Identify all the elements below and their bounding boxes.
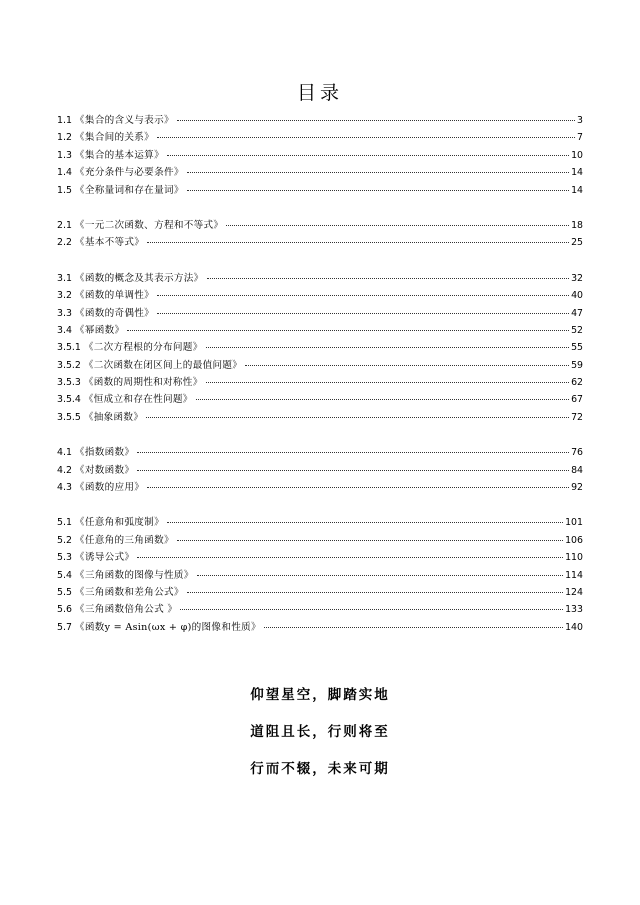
toc-dot-leader <box>180 609 563 610</box>
toc-entry-number: 4.3 <box>57 482 72 494</box>
toc-entry-page: 59 <box>571 359 583 371</box>
toc-entry-number: 5.2 <box>57 534 72 546</box>
toc-entry-title: 《恒成立和存在性问题》 <box>83 394 193 406</box>
toc-group <box>57 270 583 427</box>
toc-entry-page: 124 <box>565 586 583 598</box>
toc-entry-title: 《函数的周期性和对称性》 <box>83 377 203 389</box>
toc-entry-number: 1.5 <box>57 184 72 196</box>
toc-dot-leader <box>206 347 569 348</box>
toc-dot-leader <box>167 155 569 156</box>
toc-entry-page: 7 <box>577 132 583 144</box>
toc-entry[interactable] <box>57 567 583 584</box>
toc-entry[interactable] <box>57 234 583 251</box>
toc-entry-page: 18 <box>571 219 583 231</box>
toc-entry-page: 3 <box>577 115 583 126</box>
toc-dot-leader <box>177 120 575 121</box>
toc-entry[interactable] <box>57 532 583 549</box>
toc-dot-leader <box>196 399 569 400</box>
toc-entry-page: 62 <box>571 377 583 389</box>
toc-dot-leader <box>137 557 563 558</box>
toc-entry-title: 《二次函数在闭区间上的最值问题》 <box>83 359 243 371</box>
toc-entry[interactable] <box>57 357 583 374</box>
toc-entry[interactable] <box>57 549 583 566</box>
toc-dot-leader <box>127 330 569 331</box>
toc-entry[interactable] <box>57 322 583 339</box>
toc-entry-number: 5.3 <box>57 552 72 564</box>
toc-entry-title: 《诱导公式》 <box>74 552 135 564</box>
toc-entry-page: 32 <box>571 272 583 284</box>
toc-entry[interactable] <box>57 462 583 479</box>
toc-dot-leader <box>147 487 569 488</box>
toc-dot-leader <box>146 417 569 418</box>
toc-entry-page: 76 <box>571 447 583 459</box>
toc-entry-page: 47 <box>571 307 583 319</box>
toc-entry-number: 1.4 <box>57 167 72 179</box>
toc-dot-leader <box>264 627 563 628</box>
toc-entry-page: 14 <box>571 167 583 179</box>
toc-entry-number: 3.5.3 <box>57 377 81 389</box>
toc-entry-page: 14 <box>571 184 583 196</box>
toc-entry-title: 《集合间的关系》 <box>74 132 155 144</box>
toc-entry[interactable] <box>57 305 583 322</box>
toc-entry-page: 106 <box>565 534 583 546</box>
toc-entry-number: 3.5.1 <box>57 342 81 354</box>
motto <box>0 683 640 794</box>
toc-entry-title: 《三角函数和差角公式》 <box>74 586 184 598</box>
toc-entry-page: 25 <box>571 237 583 249</box>
page-title: 目录 <box>296 82 343 104</box>
toc-entry-number: 2.1 <box>57 219 72 231</box>
toc-entry-number: 3.2 <box>57 290 72 302</box>
toc-entry[interactable] <box>57 374 583 391</box>
toc-entry[interactable] <box>57 619 583 636</box>
toc-dot-leader <box>157 313 569 314</box>
table-of-contents <box>57 112 583 654</box>
toc-dot-leader <box>226 225 569 226</box>
toc-entry-title: 《三角函数倍角公式 》 <box>74 604 178 616</box>
toc-entry-page: 84 <box>571 464 583 476</box>
toc-dot-leader <box>157 137 575 138</box>
toc-entry-number: 1.3 <box>57 149 72 161</box>
toc-entry-title: 《集合的含义与表示》 <box>74 115 174 126</box>
toc-group <box>57 514 583 636</box>
toc-entry-number: 3.4 <box>57 324 72 336</box>
toc-entry-title: 《集合的基本运算》 <box>74 149 164 161</box>
toc-dot-leader <box>197 575 563 576</box>
toc-entry[interactable] <box>57 164 583 181</box>
toc-entry-page: 114 <box>565 569 583 581</box>
toc-entry-number: 1.1 <box>57 115 72 126</box>
toc-group <box>57 217 583 252</box>
toc-entry[interactable] <box>57 444 583 461</box>
toc-dot-leader <box>187 190 569 191</box>
toc-entry[interactable] <box>57 479 583 496</box>
toc-entry[interactable] <box>57 217 583 234</box>
toc-entry-number: 5.4 <box>57 569 72 581</box>
toc-entry-page: 110 <box>565 552 583 564</box>
toc-entry-number: 5.7 <box>57 621 72 633</box>
toc-entry-title: 《函数的应用》 <box>74 482 145 494</box>
toc-dot-leader <box>187 592 563 593</box>
toc-entry-title: 《幂函数》 <box>74 324 125 336</box>
toc-entry[interactable] <box>57 339 583 356</box>
toc-entry-title: 《函数的单调性》 <box>74 290 155 302</box>
toc-entry-page: 40 <box>571 290 583 302</box>
toc-entry[interactable] <box>57 514 583 531</box>
toc-entry-page: 10 <box>571 149 583 161</box>
toc-entry-page: 52 <box>571 324 583 336</box>
toc-entry-title: 《指数函数》 <box>74 447 135 459</box>
toc-entry-title: 《对数函数》 <box>74 464 135 476</box>
toc-entry[interactable] <box>57 112 583 129</box>
toc-dot-leader <box>157 295 569 296</box>
toc-entry-title: 《一元二次函数、方程和不等式》 <box>74 219 224 231</box>
toc-entry-title: 《任意角和弧度制》 <box>74 517 164 529</box>
toc-entry-number: 3.5.5 <box>57 411 81 423</box>
toc-entry-number: 5.5 <box>57 586 72 598</box>
motto-line: 道阻且长，行则将至 <box>250 724 390 740</box>
toc-entry-page: 101 <box>565 517 583 529</box>
toc-entry-page: 140 <box>565 621 583 633</box>
toc-entry-title: 《任意角的三角函数》 <box>74 534 174 546</box>
toc-entry-number: 2.2 <box>57 237 72 249</box>
toc-entry-number: 3.5.4 <box>57 394 81 406</box>
toc-dot-leader <box>207 278 570 279</box>
toc-entry-title: 《抽象函数》 <box>83 411 144 423</box>
toc-group <box>57 112 583 199</box>
toc-entry-title: 《充分条件与必要条件》 <box>74 167 184 179</box>
toc-dot-leader <box>147 242 569 243</box>
toc-dot-leader <box>187 172 569 173</box>
motto-line: 行而不辍，未来可期 <box>250 761 390 777</box>
toc-entry[interactable] <box>57 287 583 304</box>
toc-entry[interactable] <box>57 391 583 408</box>
toc-dot-leader <box>137 470 569 471</box>
toc-entry-title: 《函数的奇偶性》 <box>74 307 155 319</box>
toc-entry-number: 3.1 <box>57 272 72 284</box>
motto-line: 仰望星空，脚踏实地 <box>250 687 390 703</box>
toc-dot-leader <box>206 382 569 383</box>
toc-entry-title: 《全称量词和存在量词》 <box>74 184 184 196</box>
toc-entry[interactable] <box>57 584 583 601</box>
toc-entry-title: 《基本不等式》 <box>74 237 145 249</box>
toc-dot-leader <box>167 522 563 523</box>
toc-entry[interactable] <box>57 270 583 287</box>
toc-entry-title: 《三角函数的图像与性质》 <box>74 569 194 581</box>
toc-group <box>57 444 583 496</box>
toc-dot-leader <box>137 452 569 453</box>
toc-entry-number: 1.2 <box>57 132 72 144</box>
toc-dot-leader <box>177 540 563 541</box>
toc-entry-page: 133 <box>565 604 583 616</box>
toc-entry-title: 《函数y = Asin(ωx + φ)的图像和性质》 <box>74 621 261 633</box>
toc-entry[interactable] <box>57 129 583 146</box>
toc-entry-title: 《函数的概念及其表示方法》 <box>74 272 204 284</box>
toc-entry-number: 5.6 <box>57 604 72 616</box>
toc-entry-number: 4.1 <box>57 447 72 459</box>
toc-entry-number: 3.3 <box>57 307 72 319</box>
toc-entry-page: 67 <box>571 394 583 406</box>
toc-entry[interactable] <box>57 601 583 618</box>
toc-entry-title: 《二次方程根的分布问题》 <box>83 342 203 354</box>
toc-entry-page: 55 <box>571 342 583 354</box>
toc-entry-number: 4.2 <box>57 464 72 476</box>
toc-entry[interactable] <box>57 182 583 199</box>
toc-entry-page: 92 <box>571 482 583 494</box>
toc-entry-number: 5.1 <box>57 517 72 529</box>
toc-entry-page: 72 <box>571 411 583 423</box>
toc-entry-number: 3.5.2 <box>57 359 81 371</box>
toc-entry[interactable] <box>57 147 583 164</box>
toc-entry[interactable] <box>57 409 583 426</box>
toc-dot-leader <box>245 365 569 366</box>
